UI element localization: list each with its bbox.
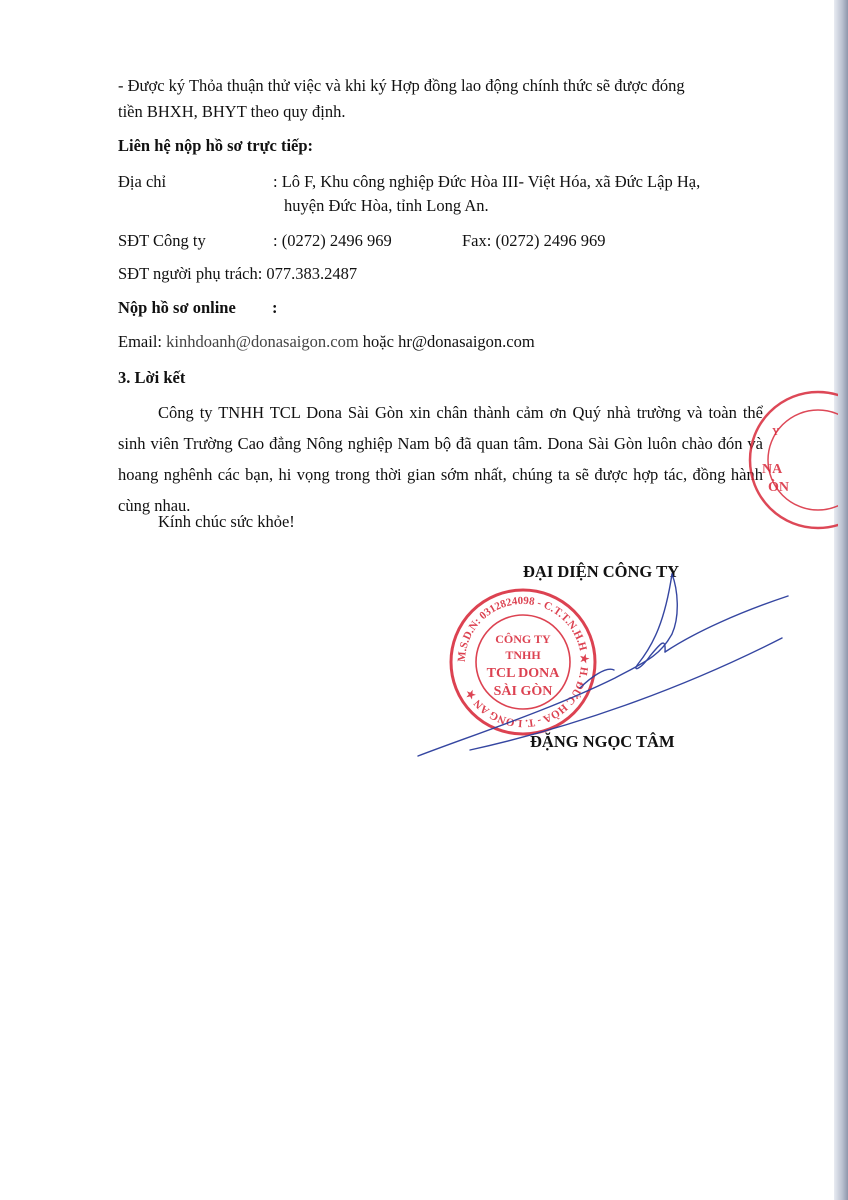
email-link-hr[interactable]: hr@donasaigon.com xyxy=(398,332,535,351)
signature-title: ĐẠI DIỆN CÔNG TY xyxy=(523,562,680,581)
address-line-1: : Lô F, Khu công nghiệp Đức Hòa III- Việt Hóa, xã Đức Lập Hạ, xyxy=(273,172,701,191)
stamp-center-line-2: TNHH xyxy=(505,648,541,662)
person-phone: SĐT người phụ trách: 077.383.2487 xyxy=(118,264,358,283)
closing-heading: 3. Lời kết xyxy=(118,368,186,387)
online-colon: : xyxy=(272,298,278,317)
address-label: Địa chỉ xyxy=(118,172,167,191)
phone-value: : (0272) 2496 969 xyxy=(273,231,392,250)
email-or: hoặc xyxy=(362,332,394,351)
page-edge-shadow xyxy=(834,0,848,1200)
svg-text:ÒN: ÒN xyxy=(768,480,789,495)
address-line-2: huyện Đức Hòa, tỉnh Long An. xyxy=(284,196,489,215)
email-line xyxy=(118,332,535,352)
svg-text:NA: NA xyxy=(762,462,783,477)
regards: Kính chúc sức khỏe! xyxy=(158,512,295,531)
stamp-center-line-4: SÀI GÒN xyxy=(493,684,553,699)
email-link-sales[interactable]: kinhdoanh@donasaigon.com xyxy=(166,332,359,351)
phone-label: SĐT Công ty xyxy=(118,231,206,250)
signatory-name: ĐẶNG NGỌC TÂM xyxy=(530,732,675,751)
partial-seal-stamp xyxy=(748,385,838,535)
online-heading: Nộp hồ sơ online xyxy=(118,298,236,317)
email-label: Email: xyxy=(118,332,162,351)
closing-paragraph: Công ty TNHH TCL Dona Sài Gòn xin chân thành cảm ơn Quý nhà trường và toàn thể sinh viên Trường Cao đẳng Nông nghiệp Nam bộ đã quan tâm. Dona Sài Gòn luôn chào đón và hoang nghênh các bạn, hi vọng trong thời gian sớm nhất, chúng ta sẽ được hợp tác, đồng hành cùng nhau. xyxy=(118,403,763,515)
stamp-center-line-3: TCL DONA xyxy=(486,666,560,681)
fax-value: Fax: (0272) 2496 969 xyxy=(462,231,606,250)
contact-heading: Liên hệ nộp hồ sơ trực tiếp: xyxy=(118,136,314,155)
bhxh-line-1: - Được ký Thỏa thuận thử việc và khi ký Hợp đồng lao động chính thức sẽ được đóng xyxy=(118,76,685,95)
svg-text:Y: Y xyxy=(772,427,780,438)
stamp-ring-text: M.S.D.N: 0312824098 - C.T.T.N.H.H ★ H. ĐỨC HÒA - T. LONG AN ★ xyxy=(455,594,591,730)
bhxh-line-2: tiền BHXH, BHYT theo quy định. xyxy=(118,102,346,121)
stamp-center-line-1: CÔNG TY xyxy=(495,632,551,646)
